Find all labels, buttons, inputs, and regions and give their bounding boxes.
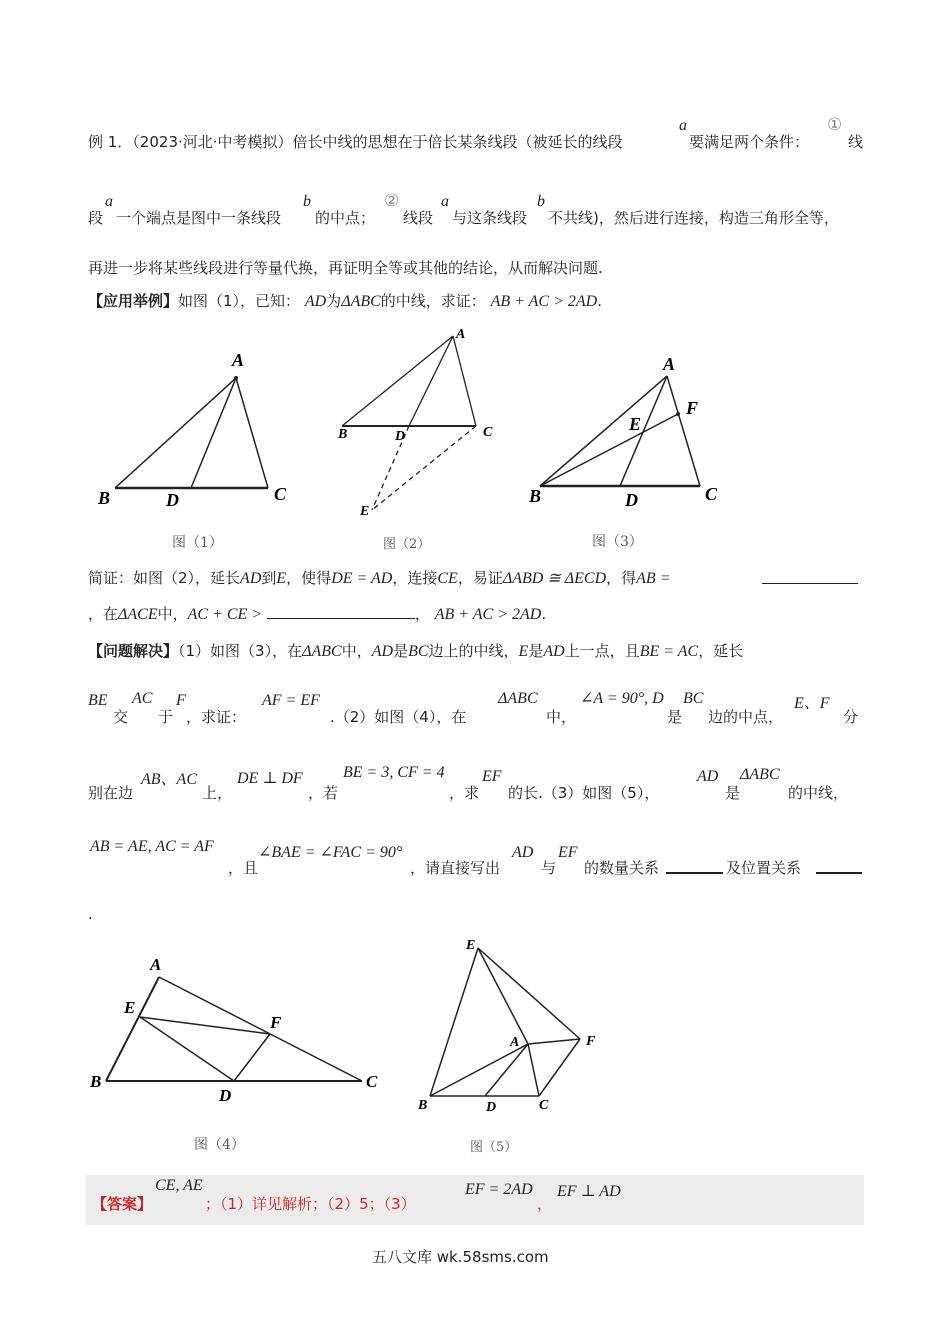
label-c: C bbox=[705, 484, 718, 504]
label-d: D bbox=[166, 490, 179, 510]
label-b: B bbox=[418, 1098, 428, 1113]
label-c: C bbox=[539, 1098, 549, 1113]
math-ef: EF bbox=[558, 844, 578, 861]
math-bc: BC bbox=[408, 643, 429, 660]
math-af-ef: AF = EF bbox=[262, 692, 320, 709]
label-e: E bbox=[124, 998, 136, 1017]
text: 别在边 bbox=[88, 784, 134, 802]
paragraph-line-3: 再进一步将某些线段进行等量代换，再证明全等或其他的结论，从而解决问题. bbox=[88, 259, 603, 277]
label-c: C bbox=[274, 484, 287, 504]
text: ， bbox=[414, 605, 430, 623]
math-triangle-abc: ΔABC bbox=[740, 766, 780, 783]
var-b: b bbox=[303, 193, 311, 210]
text: ，求 bbox=[449, 784, 480, 802]
answer-blank-4[interactable] bbox=[816, 858, 862, 874]
math-ac-ce: AC + CE > bbox=[187, 606, 263, 623]
text: . bbox=[597, 292, 602, 310]
text: 边的中点， bbox=[708, 708, 784, 726]
label-f: F bbox=[586, 1034, 596, 1049]
label-a: A bbox=[510, 1035, 520, 1050]
proof-line-2 bbox=[88, 603, 546, 624]
math-angle-a: ∠A = 90°, D bbox=[580, 690, 664, 707]
label-a: A bbox=[663, 354, 676, 374]
text: 上一点，且 bbox=[564, 642, 640, 660]
figures-bottom bbox=[0, 935, 950, 1165]
example-title-text: 例 1．（2023·河北·中考模拟）倍长中线的思想在于倍长某条线段（被延长的线段 bbox=[88, 133, 623, 151]
text: 中， bbox=[546, 708, 577, 726]
math-inequality: AB + AC > 2AD bbox=[434, 606, 542, 623]
text: ，得 bbox=[606, 569, 637, 587]
math-ad: AD bbox=[697, 768, 719, 785]
text: 简证：如图（2），延长 bbox=[88, 569, 241, 587]
math-angles: ∠BAE = ∠FAC = 90° bbox=[258, 844, 403, 861]
label-a: A bbox=[232, 350, 245, 370]
math-ad: AD bbox=[371, 643, 394, 660]
circled-one: ① bbox=[827, 115, 843, 135]
problem-line-1 bbox=[88, 640, 743, 661]
math-e: E bbox=[518, 643, 529, 660]
math-triangle-ace: ΔACE bbox=[118, 606, 158, 623]
math-ef-perp-ad: EF ⊥ AD bbox=[557, 1183, 621, 1200]
math-ab-ae-ac-af: AB = AE, AC = AF bbox=[90, 838, 214, 855]
math-e: E bbox=[276, 570, 287, 587]
text: （1）如图（3），在 bbox=[178, 642, 303, 660]
text: 是 bbox=[667, 708, 683, 726]
label-b: B bbox=[529, 486, 542, 506]
var-a: a bbox=[105, 193, 113, 210]
text: . bbox=[541, 605, 547, 623]
text-line: 线 bbox=[848, 133, 864, 151]
proof-line-1 bbox=[88, 567, 671, 588]
math-de-perp-df: DE ⊥ DF bbox=[237, 770, 303, 787]
label-e: E bbox=[466, 938, 476, 953]
math-triangle-abc: ΔABC bbox=[498, 690, 538, 707]
fig3-caption: 图（3） bbox=[592, 534, 643, 550]
math-ad: AD bbox=[512, 844, 534, 861]
section-label: 【应用举例】 bbox=[88, 292, 179, 310]
label-b: B bbox=[338, 427, 348, 442]
section-label: 【问题解决】 bbox=[88, 642, 179, 660]
answer-blank-2[interactable] bbox=[267, 604, 415, 619]
math-ad: AD bbox=[240, 570, 262, 587]
label-e: E bbox=[629, 414, 642, 434]
text: 的数量关系 bbox=[584, 859, 660, 877]
math-triangle-abc: ΔABC bbox=[302, 643, 342, 660]
label-a: A bbox=[150, 955, 162, 974]
text-noncollinear: 不共线)，然后进行连接，构造三角形全等， bbox=[548, 209, 839, 227]
text: 中， bbox=[157, 605, 188, 623]
math-de-ad: DE = AD bbox=[331, 570, 393, 587]
text: 于 bbox=[158, 708, 174, 726]
label-d: D bbox=[625, 490, 638, 510]
text: ，易证 bbox=[457, 569, 503, 587]
label-c: C bbox=[483, 425, 493, 440]
fig5-caption: 图（5） bbox=[470, 1140, 518, 1155]
text-midpoint: 的中点； bbox=[315, 209, 376, 227]
figure-5 bbox=[417, 938, 596, 1155]
text: ，且 bbox=[228, 859, 259, 877]
text-duan: 段 bbox=[88, 209, 104, 227]
text: 及位置关系 bbox=[726, 859, 802, 877]
fig2-caption: 图（2） bbox=[383, 537, 431, 552]
fig4-caption: 图（4） bbox=[194, 1137, 245, 1153]
math-ce: CE bbox=[437, 570, 458, 587]
answer-comma: ， bbox=[537, 1195, 553, 1213]
label-a: A bbox=[456, 327, 466, 342]
text: 到 bbox=[261, 569, 277, 587]
math-ad: AD bbox=[304, 293, 327, 310]
text-conditions: 要满足两个条件： bbox=[689, 133, 810, 151]
math-ab-eq: AB = bbox=[636, 570, 671, 587]
math-ce-ae: CE, AE bbox=[155, 1177, 203, 1194]
math-f: F bbox=[176, 692, 186, 709]
label-e: E bbox=[360, 504, 370, 519]
text: 交 bbox=[113, 708, 129, 726]
trailing-period: . bbox=[88, 905, 93, 923]
text: 与 bbox=[541, 859, 557, 877]
text: 的中线，求证： bbox=[380, 292, 486, 310]
text-with-segment: 与这条线段 bbox=[452, 209, 528, 227]
math-be: BE bbox=[88, 692, 108, 709]
answer-blank-1[interactable] bbox=[762, 569, 858, 584]
text: ，延长 bbox=[698, 642, 744, 660]
text: 如图（1），已知： bbox=[178, 292, 301, 310]
figures-top bbox=[0, 320, 950, 560]
text-segment: 线段 bbox=[403, 209, 434, 227]
label-b: B bbox=[90, 1072, 102, 1091]
text: 是 bbox=[528, 642, 544, 660]
math-ef-2ad: EF = 2AD bbox=[465, 1181, 533, 1198]
text: ，连接 bbox=[392, 569, 438, 587]
text: 的长.（3）如图（5）， bbox=[508, 784, 660, 802]
label-c: C bbox=[366, 1072, 378, 1091]
figure-1 bbox=[97, 350, 287, 551]
var-b: b bbox=[537, 193, 545, 210]
text: 为 bbox=[326, 292, 342, 310]
var-a: a bbox=[441, 193, 449, 210]
text: 的中线， bbox=[788, 784, 849, 802]
label-d: D bbox=[486, 1100, 497, 1115]
math-e-f: E、F bbox=[794, 695, 830, 712]
math-be-ac: BE = AC bbox=[639, 643, 699, 660]
math-triangle-abc: ΔABC bbox=[341, 293, 381, 310]
math-bc: BC bbox=[683, 690, 704, 707]
text: .（2）如图（4），在 bbox=[330, 708, 467, 726]
answer-label: 【答案】 bbox=[92, 1195, 153, 1213]
label-f: F bbox=[270, 1013, 282, 1032]
math-ab-ac: AB、AC bbox=[141, 771, 197, 788]
label-b: B bbox=[98, 488, 111, 508]
text: 上， bbox=[202, 784, 233, 802]
text: ，请直接写出 bbox=[410, 859, 501, 877]
math-be-cf: BE = 3, CF = 4 bbox=[343, 764, 445, 781]
text: ，使得 bbox=[286, 569, 332, 587]
math-ac: AC bbox=[132, 690, 153, 707]
label-d: D bbox=[395, 429, 406, 444]
text: 是 bbox=[725, 784, 741, 802]
paragraph-line-1 bbox=[88, 131, 623, 152]
var-a: a bbox=[679, 117, 687, 134]
figure-4 bbox=[89, 955, 378, 1153]
answer-text: ；（1）详见解析；（2）5；（3） bbox=[205, 1195, 416, 1213]
math-congruence: ΔABD ≅ ΔECD bbox=[502, 570, 607, 587]
text: ，求证： bbox=[186, 708, 247, 726]
text: ，若 bbox=[308, 784, 339, 802]
label-d: D bbox=[219, 1086, 232, 1105]
figure-3 bbox=[528, 354, 718, 550]
footer-watermark: 五八文库 wk.58sms.com bbox=[372, 1248, 549, 1266]
text: 是 bbox=[393, 642, 409, 660]
text: 中， bbox=[341, 642, 372, 660]
text: 边上的中线， bbox=[428, 642, 519, 660]
math-inequality: AB + AC > 2AD bbox=[490, 293, 598, 310]
fig1-caption: 图（1） bbox=[172, 535, 223, 551]
text: ，在 bbox=[88, 605, 119, 623]
math-ef: EF bbox=[482, 768, 502, 785]
text: 分 bbox=[843, 708, 859, 726]
label-f: F bbox=[686, 398, 699, 418]
text-endpoint: 一个端点是图中一条线段 bbox=[116, 209, 282, 227]
answer-blank-3[interactable] bbox=[666, 858, 723, 874]
math-ad: AD bbox=[543, 643, 565, 660]
figure-2 bbox=[337, 327, 493, 552]
application-example-line bbox=[88, 290, 602, 311]
circled-two: ② bbox=[384, 191, 400, 211]
